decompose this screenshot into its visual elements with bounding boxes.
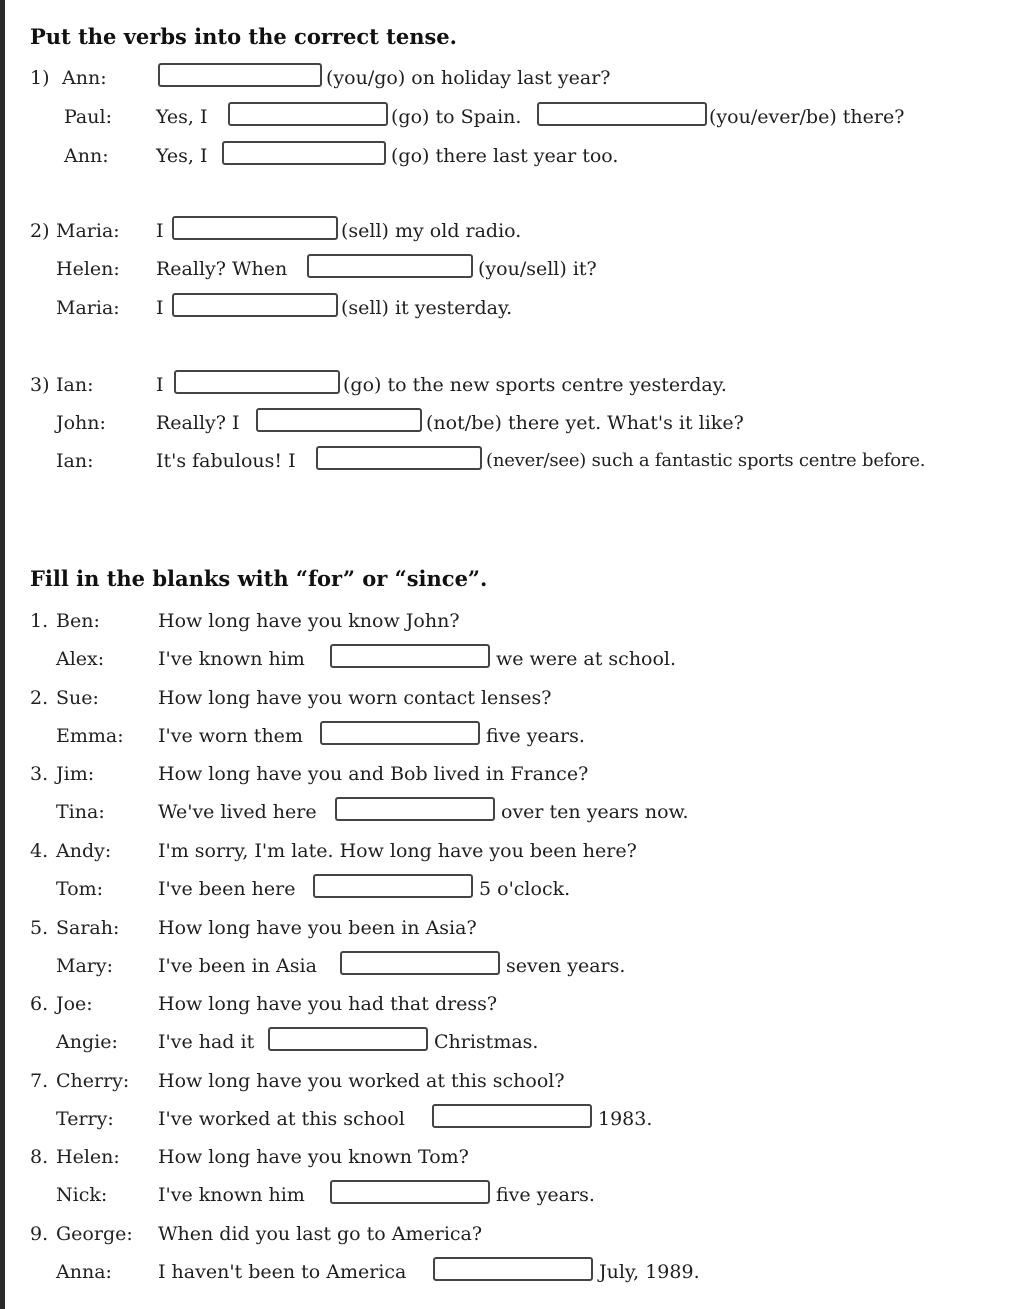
s2-answer-speaker: Tina:: [56, 801, 105, 823]
s1-g3-l3-hint: (never/see) such a fantastic sports centre before.: [486, 450, 926, 471]
s2-answer-box[interactable]: [335, 797, 495, 821]
s2-answer-before: I've known him: [158, 1184, 305, 1206]
s2-question-speaker: Sue:: [56, 687, 99, 709]
s2-item-number: 2.: [30, 687, 49, 709]
s1-g3-l1-before: I: [156, 374, 164, 396]
s2-question-text: When did you last go to America?: [158, 1223, 483, 1245]
s2-item-number: 7.: [30, 1070, 49, 1092]
s2-answer-after: 5 o'clock.: [479, 878, 571, 900]
s1-g1-l3-speaker: Ann:: [64, 145, 109, 167]
s2-question-speaker: Jim:: [56, 763, 95, 785]
page-left-edge: [0, 0, 5, 1309]
s2-answer-speaker: Mary:: [56, 955, 113, 977]
s1-g2-l3-hint: (sell) it yesterday.: [341, 297, 513, 319]
s1-g3-l1-hint: (go) to the new sports centre yesterday.: [343, 374, 727, 396]
s1-g2-l1-before: I: [156, 220, 164, 242]
s2-item-number: 6.: [30, 993, 49, 1015]
s1-g1-l1-speaker: Ann:: [62, 67, 107, 89]
s2-answer-speaker: Anna:: [56, 1261, 112, 1283]
s1-g1-l2-before: Yes, I: [156, 106, 208, 128]
s2-item-number: 9.: [30, 1223, 49, 1245]
s2-answer-speaker: Alex:: [56, 648, 105, 670]
s1-g2-l3-before: I: [156, 297, 164, 319]
s2-answer-speaker: Nick:: [56, 1184, 108, 1206]
s1-g3-l3-speaker: Ian:: [56, 450, 94, 472]
s1-g1-l2-speaker: Paul:: [64, 106, 112, 128]
s2-answer-after: seven years.: [506, 955, 626, 977]
s1-g2-l2-before: Really? When: [156, 258, 288, 280]
s2-question-text: How long have you worn contact lenses?: [158, 687, 552, 709]
s1-g2-l1-speaker: Maria:: [56, 220, 120, 242]
s1-g2-l3-answer-box-1[interactable]: [172, 293, 338, 317]
s1-g2-l1-hint: (sell) my old radio.: [341, 220, 522, 242]
s2-question-speaker: Joe:: [56, 993, 93, 1015]
s1-g1-l1-answer-box-1[interactable]: [158, 63, 322, 87]
section1-title: Put the verbs into the correct tense.: [30, 24, 457, 49]
s1-g3-l2-hint: (not/be) there yet. What's it like?: [426, 412, 744, 434]
s2-answer-box[interactable]: [320, 721, 480, 745]
s2-question-text: How long have you and Bob lived in France?: [158, 763, 589, 785]
s1-g3-l1-answer-box-1[interactable]: [174, 370, 340, 394]
s2-answer-box[interactable]: [432, 1104, 592, 1128]
s1-g3-l1-speaker: Ian:: [56, 374, 94, 396]
s1-g2-l2-answer-box-1[interactable]: [307, 254, 473, 278]
s2-answer-box[interactable]: [330, 644, 490, 668]
s2-question-speaker: Sarah:: [56, 917, 120, 939]
s2-answer-before: I've known him: [158, 648, 305, 670]
s2-answer-after: July, 1989.: [599, 1261, 700, 1283]
s2-answer-after: we were at school.: [496, 648, 677, 670]
s2-answer-box[interactable]: [433, 1257, 593, 1281]
s1-g3-number: 3): [30, 374, 50, 396]
s1-g3-l2-speaker: John:: [56, 412, 106, 434]
s2-answer-before: I've been in Asia: [158, 955, 317, 977]
s1-g2-l1-answer-box-1[interactable]: [172, 216, 338, 240]
s2-question-speaker: Andy:: [56, 840, 112, 862]
s2-question-speaker: George:: [56, 1223, 133, 1245]
s2-question-text: How long have you worked at this school?: [158, 1070, 565, 1092]
s1-g1-l3-answer-box-1[interactable]: [222, 141, 386, 165]
s1-g2-l3-speaker: Maria:: [56, 297, 120, 319]
s2-question-speaker: Cherry:: [56, 1070, 130, 1092]
s2-item-number: 4.: [30, 840, 49, 862]
s2-answer-speaker: Tom:: [56, 878, 104, 900]
s2-item-number: 5.: [30, 917, 49, 939]
s2-answer-before: I've worn them: [158, 725, 303, 747]
s2-question-speaker: Ben:: [56, 610, 100, 632]
s1-g3-l3-before: It's fabulous! I: [156, 450, 296, 472]
s2-question-text: How long have you had that dress?: [158, 993, 498, 1015]
s2-answer-before: I've been here: [158, 878, 296, 900]
s1-g1-l3-hint: (go) there last year too.: [391, 145, 619, 167]
s2-question-text: How long have you known Tom?: [158, 1146, 469, 1168]
s1-g1-number: 1): [30, 67, 50, 89]
s2-answer-before: We've lived here: [158, 801, 317, 823]
s1-g1-l2-hint-1: (go) to Spain.: [391, 106, 522, 128]
s2-answer-after: Christmas.: [434, 1031, 539, 1053]
s2-answer-before: I've had it: [158, 1031, 255, 1053]
s1-g3-l3-answer-box-1[interactable]: [316, 446, 482, 470]
s2-answer-box[interactable]: [340, 951, 500, 975]
s1-g2-l2-hint: (you/sell) it?: [478, 258, 597, 280]
s2-answer-speaker: Terry:: [56, 1108, 114, 1130]
s1-g2-l2-speaker: Helen:: [56, 258, 120, 280]
s2-answer-before: I've worked at this school: [158, 1108, 405, 1130]
section2-title: Fill in the blanks with “for” or “since”.: [30, 566, 488, 591]
s2-answer-box[interactable]: [268, 1027, 428, 1051]
s2-question-text: How long have you know John?: [158, 610, 460, 632]
s1-g1-l2-answer-box-2[interactable]: [537, 102, 707, 126]
s1-g1-l2-hint-2: (you/ever/be) there?: [709, 106, 905, 128]
s2-answer-box[interactable]: [313, 874, 473, 898]
s2-item-number: 8.: [30, 1146, 49, 1168]
s2-answer-after: 1983.: [598, 1108, 653, 1130]
s2-question-speaker: Helen:: [56, 1146, 120, 1168]
s1-g1-l3-before: Yes, I: [156, 145, 208, 167]
s1-g3-l2-answer-box-1[interactable]: [256, 408, 422, 432]
s1-g1-l2-answer-box-1[interactable]: [228, 102, 388, 126]
s2-answer-speaker: Angie:: [56, 1031, 118, 1053]
s2-question-text: I'm sorry, I'm late. How long have you been here?: [158, 840, 637, 862]
s1-g2-number: 2): [30, 220, 50, 242]
s2-answer-before: I haven't been to America: [158, 1261, 407, 1283]
s1-g3-l2-before: Really? I: [156, 412, 240, 434]
s2-answer-after: five years.: [496, 1184, 595, 1206]
s2-answer-speaker: Emma:: [56, 725, 124, 747]
s2-item-number: 1.: [30, 610, 49, 632]
s1-g1-l1-hint: (you/go) on holiday last year?: [326, 67, 611, 89]
s2-answer-after: over ten years now.: [501, 801, 689, 823]
s2-answer-after: five years.: [486, 725, 585, 747]
s2-answer-box[interactable]: [330, 1180, 490, 1204]
s2-question-text: How long have you been in Asia?: [158, 917, 477, 939]
s2-item-number: 3.: [30, 763, 49, 785]
